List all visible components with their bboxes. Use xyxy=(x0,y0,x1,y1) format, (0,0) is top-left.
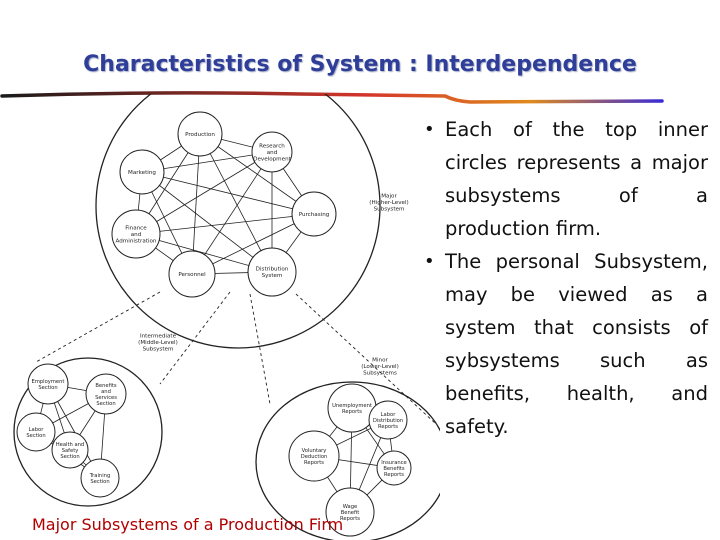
expansion-line xyxy=(36,292,160,362)
distribution-node-label: Wage Benefit Reports xyxy=(340,503,360,522)
slide-title: Characteristics of System : Interdependence xyxy=(83,52,637,77)
bullet-glyph: • xyxy=(424,119,435,140)
diagram-caption: Major Subsystems of a Production Firm xyxy=(32,515,344,534)
subsystem-diagram xyxy=(0,94,440,540)
major-node-label: Finance and Administration xyxy=(115,225,157,245)
minor-level-label: Minor (Lower-Level) Subsystems xyxy=(361,357,399,377)
major-node-label: Production xyxy=(185,132,215,138)
major-node-label: Research and Development xyxy=(253,143,291,163)
major-node-label: Distribution System xyxy=(255,266,289,280)
bullet-item xyxy=(420,245,708,443)
personnel-node-label: Benefits and Services Section xyxy=(95,382,117,407)
bullet-glyph: • xyxy=(424,251,435,272)
personnel-node-label: Training Section xyxy=(89,472,111,485)
major-link xyxy=(136,214,314,234)
personnel-node-label: Health and Safety Section xyxy=(55,441,85,460)
major-node-label: Marketing xyxy=(128,170,156,176)
intermediate-level-label: Intermediate (Middle-Level) Subsystem xyxy=(138,333,178,353)
personnel-node-label: Employment Section xyxy=(31,378,65,391)
distribution-node-label: Labor Distribution Reports xyxy=(372,411,404,430)
distribution-node-label: Insurance Benefits Reports xyxy=(381,459,407,478)
bullet-text: Each of the top inner circles represents a major subsystems of a production firm. xyxy=(445,118,708,240)
bullet-item xyxy=(420,113,708,245)
major-node-label: Personnel xyxy=(178,272,206,278)
bullet-text: The personal Subsystem, may be viewed as a system that consists of sybsystems such as benefits, health, and safety. xyxy=(445,250,708,438)
major-node-label: Purchasing xyxy=(298,212,330,218)
distribution-node-label: Unemployment Reports xyxy=(332,402,372,415)
distribution-node-label: Voluntary Deduction Reports xyxy=(300,447,328,466)
major-level-label: Major (Higher-Level) Subsystem xyxy=(369,193,409,213)
expansion-line xyxy=(250,294,270,404)
personnel-node-label: Labor Section xyxy=(26,426,46,439)
bullet-list xyxy=(420,113,708,443)
